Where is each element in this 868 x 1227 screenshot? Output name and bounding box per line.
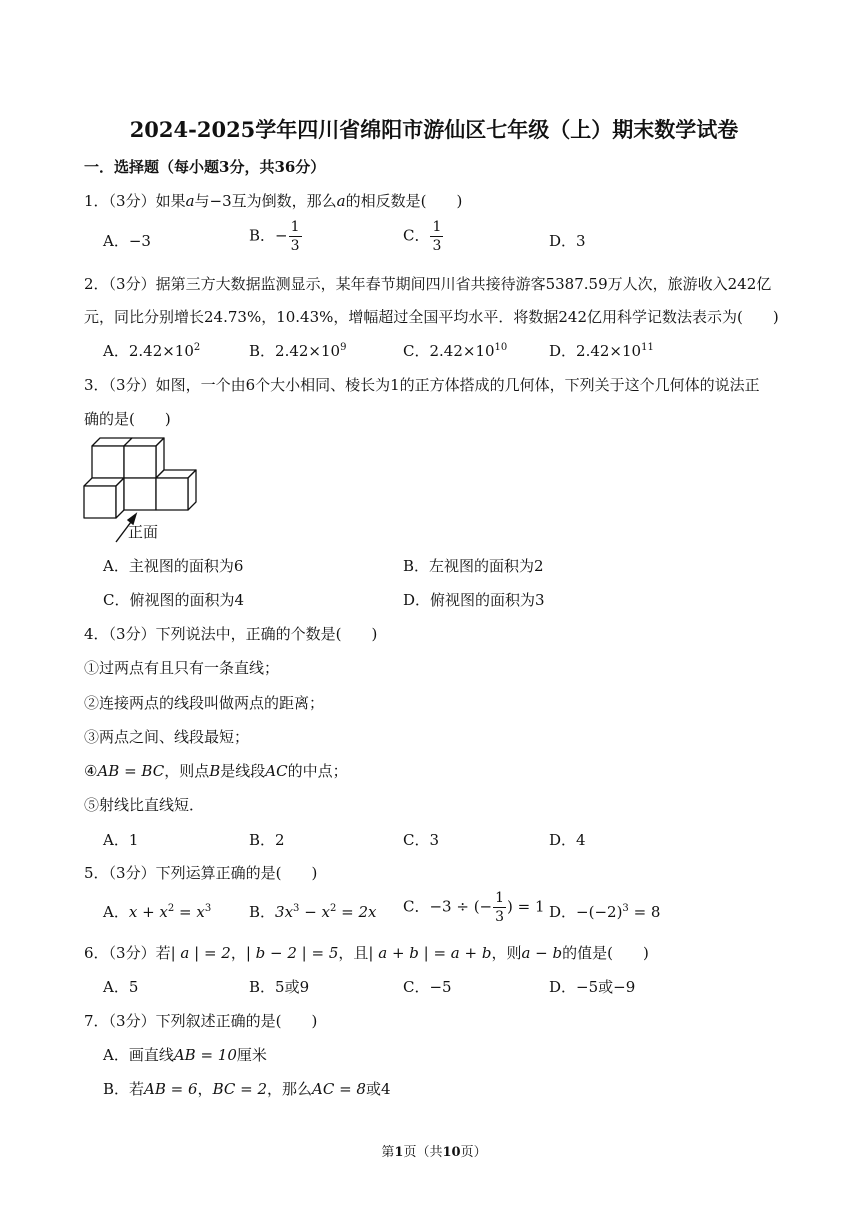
q1-var-a2: a (336, 192, 346, 210)
q6-separator-2: ，且 (338, 944, 369, 962)
q6-condition-1: | a | = 2 (170, 944, 231, 962)
fraction-numerator: 1 (290, 219, 300, 235)
q7-b-equation-3: AC = 8 (312, 1080, 366, 1098)
footer-mid: 页（共 (403, 1145, 443, 1160)
q4-statement-4 (84, 760, 348, 781)
q5-option-c-label: C． (403, 897, 430, 916)
q1-option-c-label: C． (403, 226, 430, 245)
question-5-stem: 5．（3分）下列运算正确的是( ) (84, 864, 318, 882)
q1-option-b-sign: − (275, 226, 288, 245)
q7-option-b[interactable] (103, 1078, 391, 1099)
q5-c-pre: −3 ÷ (− (429, 897, 493, 916)
question-2-line-2: 元，同比分别增长24.73%，10.43%，增幅超过全国平均水平．将数据242亿用科学记数法表示为( ) (84, 308, 779, 326)
question-7-stem: 7．（3分）下列叙述正确的是( ) (84, 1012, 318, 1030)
cube-front-face (124, 446, 156, 478)
q6-separator-3: ，则 (491, 944, 522, 962)
footer-pre: 第 (381, 1145, 395, 1160)
q6-condition-2: | b − 2 | = 5 (245, 944, 339, 962)
cube-front-face (84, 486, 116, 518)
question-2-line-1: 2．（3分）据第三方大数据监测显示，某年春节期间四川省共接待游客5387.59万人次，旅游收入242亿 (84, 275, 772, 293)
q4-s4-mid2: 是线段 (220, 762, 266, 780)
q2-option-b-label: B． (249, 342, 276, 360)
q7-b-or: 或 (365, 1080, 381, 1098)
q5-c-post: ) = 1 (507, 897, 545, 916)
q1-option-a[interactable]: A．−3 (103, 232, 151, 250)
q5-c-fraction (493, 891, 506, 924)
q2-option-d-exponent: 11 (641, 342, 654, 353)
q4-statement-1: ①过两点有且只有一条直线； (84, 659, 280, 677)
q5-option-a[interactable] (103, 901, 211, 922)
question-1-stem (84, 190, 462, 211)
q6-option-b[interactable]: B．5或9 (249, 978, 310, 996)
q7-b-equation-1: AB = 6 (144, 1080, 198, 1098)
q2-option-a[interactable] (103, 340, 200, 361)
q7-b-pre: B．若 (103, 1080, 145, 1098)
q2-option-c[interactable] (403, 340, 507, 361)
q5-b-part3: = 2x (336, 903, 377, 921)
q2-option-b-exponent: 9 (340, 342, 347, 353)
cube-side-face (116, 478, 124, 518)
q5-b-part1: 3x (275, 903, 294, 921)
q4-s4-point-b: B (209, 762, 221, 780)
q2-option-d-label: D． (549, 342, 577, 360)
q5-d-part1: −(−2) (576, 903, 623, 921)
footer-post: 页） (460, 1145, 487, 1160)
q6-option-c[interactable]: C．−5 (403, 978, 452, 996)
q4-statement-3: ③两点之间、线段最短； (84, 728, 250, 746)
q2-option-a-exponent: 2 (193, 342, 201, 353)
fraction-denominator: 3 (495, 909, 505, 925)
q4-s4-mid: ，则点 (164, 762, 210, 780)
q5-b-exp2: 2 (330, 903, 337, 914)
q5-option-b-label: B． (249, 903, 276, 921)
q7-b-separator: ， (197, 1080, 213, 1098)
page-footer (0, 1141, 868, 1160)
q7-b-value: 4 (381, 1080, 391, 1098)
fraction-denominator: 3 (432, 238, 442, 254)
q2-option-b-base: 2.42×10 (275, 342, 341, 360)
q6-option-d[interactable]: D．−5或−9 (549, 978, 636, 996)
fraction-numerator: 1 (432, 219, 442, 235)
q6-option-a[interactable]: A．5 (103, 978, 139, 996)
q2-option-a-label: A． (103, 342, 129, 360)
q2-option-a-base: 2.42×10 (128, 342, 194, 360)
q2-option-d-base: 2.42×10 (576, 342, 642, 360)
q3-option-a[interactable]: A．主视图的面积为6 (103, 557, 244, 575)
q5-option-b[interactable] (249, 901, 376, 922)
q5-option-a-label: A． (103, 903, 129, 921)
q1-var-a: a (185, 192, 195, 210)
q5-b-exp1: 3 (293, 903, 300, 914)
q1-option-b-label: B． (249, 226, 276, 245)
q5-a-part2: = x (174, 903, 205, 921)
q5-a-part1: x + x (128, 903, 168, 921)
q4-option-b[interactable]: B．2 (249, 831, 285, 849)
q1-option-c[interactable] (403, 220, 444, 253)
figure-front-label: 正面 (128, 523, 159, 541)
q7-option-a[interactable] (103, 1044, 267, 1065)
question-3-line-1: 3．（3分）如图，一个由6个大小相同、棱长为1的正方体搭成的几何体，下列关于这个几何体的说法正 (84, 376, 760, 394)
q5-a-exp2: 3 (204, 903, 212, 914)
q2-option-c-exponent: 10 (494, 342, 508, 353)
q6-separator-1: ， (230, 944, 246, 962)
footer-page-number: 1 (394, 1145, 404, 1160)
cube-side-face (188, 470, 196, 510)
question-6-stem (84, 942, 649, 963)
q4-s4-post: 的中点； (287, 762, 348, 780)
q4-option-d[interactable]: D．4 (549, 831, 586, 849)
q4-statement-5: ⑤射线比直线短． (84, 796, 205, 814)
page-title: 2024-2025学年四川省绵阳市游仙区七年级（上）期末数学试卷 (129, 117, 739, 142)
footer-total-pages: 10 (442, 1145, 461, 1160)
q1-option-b[interactable] (249, 220, 303, 253)
q5-a-exp1: 2 (167, 903, 175, 914)
q2-option-c-base: 2.42×10 (429, 342, 495, 360)
q4-statement-2: ②连接两点的线段叫做两点的距离； (84, 694, 325, 712)
q4-option-a[interactable]: A．1 (103, 831, 139, 849)
q4-s4-segment-ac: AC (265, 762, 288, 780)
question-3-line-2: 确的是( ) (84, 410, 171, 428)
q7-b-equation-2: BC = 2 (212, 1080, 267, 1098)
q2-option-d[interactable] (549, 340, 654, 361)
q1-stem-pre: 1．（3分）如果 (84, 192, 186, 210)
q6-expression: a − b (521, 944, 563, 962)
q7-b-mid: ，那么 (267, 1080, 313, 1098)
q5-option-d[interactable] (549, 901, 660, 922)
q1-option-b-fraction (289, 220, 302, 253)
q1-stem-post: 的相反数是( ) (345, 192, 463, 210)
fraction-numerator: 1 (495, 890, 505, 906)
cube-front-face (92, 446, 124, 478)
q4-s4-pre: ④ (84, 762, 98, 780)
q5-d-part2: = 8 (628, 903, 661, 921)
q1-option-d[interactable]: D．3 (549, 232, 586, 250)
cube-front-face (156, 478, 188, 510)
fraction-denominator: 3 (290, 238, 300, 254)
q3-option-b[interactable]: B．左视图的面积为2 (403, 557, 544, 575)
q7-a-pre: A．画直线 (103, 1046, 174, 1064)
q4-option-c[interactable]: C．3 (403, 831, 440, 849)
q1-stem-mid: 与−3互为倒数，那么 (194, 192, 337, 210)
q4-s4-equation: AB = BC (97, 762, 165, 780)
q5-option-d-label: D． (549, 903, 577, 921)
question-4-stem: 4．（3分）下列说法中，正确的个数是( ) (84, 625, 378, 643)
section-heading: 一．选择题（每小题3分，共36分） (84, 158, 326, 176)
q6-condition-3: | a + b | = a + b (368, 944, 492, 962)
q5-d-exp1: 3 (622, 903, 629, 914)
q3-option-c[interactable]: C．俯视图的面积为4 (103, 591, 245, 609)
q2-option-b[interactable] (249, 340, 346, 361)
q5-option-c[interactable] (403, 891, 545, 924)
q6-stem-post: 的值是( ) (562, 944, 649, 962)
q7-a-post: 厘米 (236, 1046, 267, 1064)
q3-option-d[interactable]: D．俯视图的面积为3 (403, 591, 545, 609)
cube-front-face (124, 478, 156, 510)
q7-a-equation: AB = 10 (173, 1046, 237, 1064)
q5-b-part2: − x (299, 903, 330, 921)
q1-option-c-fraction (430, 220, 443, 253)
q6-stem-pre: 6．（3分）若 (84, 944, 171, 962)
q2-option-c-label: C． (403, 342, 430, 360)
